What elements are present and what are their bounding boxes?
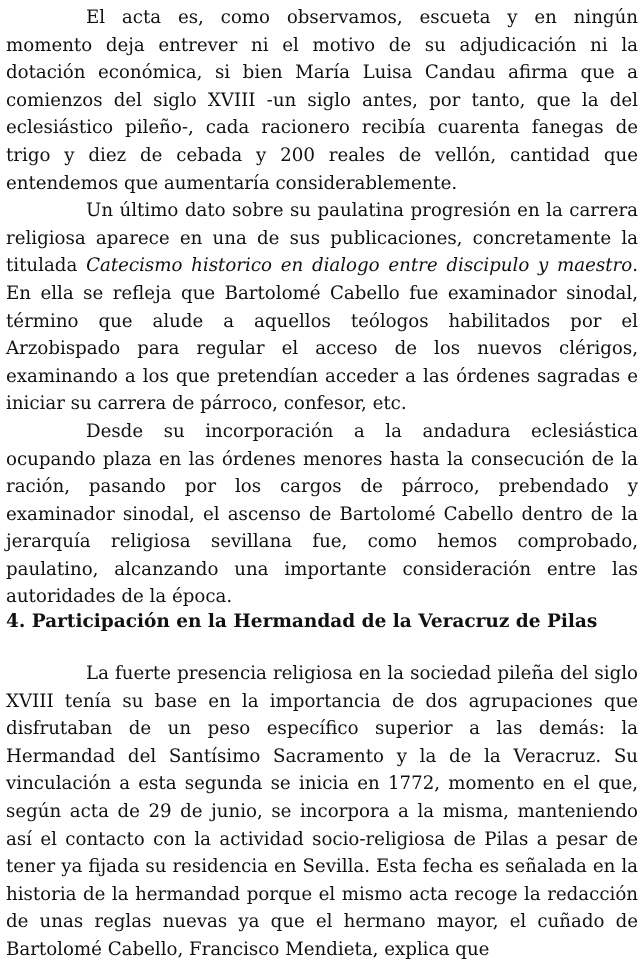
body-text-top [6, 4, 638, 611]
body-text-bottom [6, 660, 638, 964]
paragraph-catecismo-after: . En ella se refleja que Bartolomé Cabello fue examinador sinodal, término que alude a aquellos teólogos habilitados por el Arzobispado para regular el acceso de los nuevos clérigos, examinando a los que pretendían acceder a las órdenes sagradas e iniciar su carrera de párroco, confesor, etc. [6, 255, 638, 415]
paragraph-ascenso: Desde su incorporación a la andadura eclesiástica ocupando plaza en las órdenes menores hasta la consecución de la ración, pasando por los cargos de párroco, prebendado y examinador sinodal, el ascenso de Bartolomé Cabello dentro de la jerarquía religiosa sevillana fue, como hemos comprobado, paulatino, alcanzando una importante consideración entre las autoridades de la época. [6, 420, 638, 608]
paragraph-hermandad: La fuerte presencia religiosa en la sociedad pileña del siglo XVIII tenía su base en la importancia de dos agrupaciones que disfrutaban de un peso específico superior a las demás: la Hermandad del Santísimo Sacramento y la de la Veracruz. Su vinculación a esta segunda se inicia en 1772, momento en el que, según acta de 29 de junio, se incorpora a la misma, manteniendo así el contacto con la actividad socio-religiosa de Pilas a pesar de tener ya fijada su residencia en Sevilla. Esta fecha es señalada en la historia de la hermandad porque el mismo acta recoge la redacción de unas reglas nuevas ya que el hermano mayor, el cuñado de Bartolomé Cabello, Francisco Mendieta, explica que [6, 663, 638, 960]
paragraph-catecismo [6, 197, 638, 418]
paragraph-catecismo-before: Un último dato sobre su paulatina progresión en la carrera religiosa aparece en una de sus publicaciones, concretamente la titulada [6, 200, 638, 277]
paragraph-acta: El acta es, como observamos, escueta y en ningún momento deja entrever ni el motivo de su adjudicación ni la dotación económica, si bien María Luisa Candau afirma que a comienzos del siglo XVIII -un siglo antes, por tanto, que la del eclesiástico pileño-, cada racionero recibía cuarenta fanegas de trigo y diez de cebada y 200 reales de vellón, cantidad que entendemos que aumentaría considerablemente. [6, 7, 638, 194]
section-heading: 4. Participación en la Hermandad de la Veracruz de Pilas [6, 611, 598, 632]
book-title: Catecismo historico en dialogo entre discipulo y maestro [86, 255, 633, 277]
